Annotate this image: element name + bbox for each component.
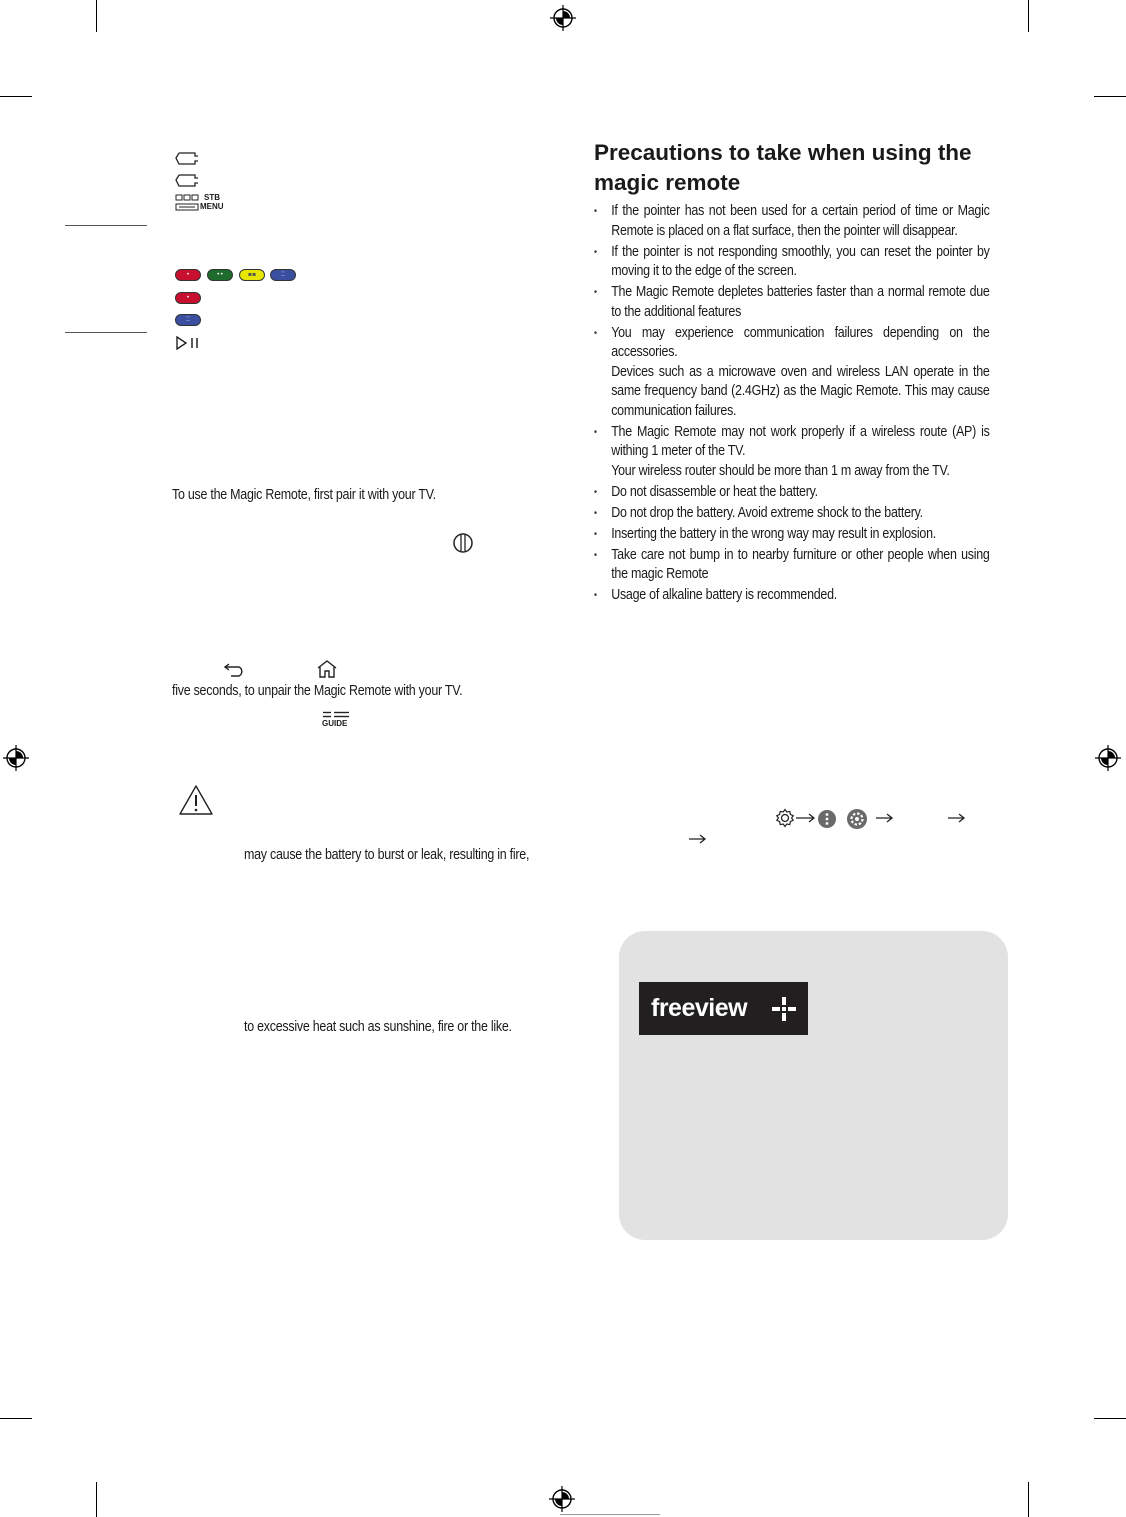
settings-icon bbox=[775, 808, 795, 828]
input-icon bbox=[175, 152, 199, 166]
section-rule bbox=[65, 332, 147, 333]
list-item bbox=[594, 586, 990, 606]
stb-menu-icon bbox=[175, 194, 230, 214]
list-item-text: Take care not bump in to nearby furniture or other people when using the magic Remote bbox=[611, 546, 990, 582]
list-item-note: Devices such as a microwave oven and wireless LAN operate in the same frequency band (2.4GHz) as the Magic Remote. This may cause communication failures. bbox=[611, 363, 990, 419]
crop-mark bbox=[96, 1482, 97, 1517]
home-icon bbox=[316, 659, 338, 679]
list-item-text: The Magic Remote may not work properly if a wireless route (AP) is withing 1 meter of the TV. bbox=[611, 423, 990, 459]
guide-label: GUIDE bbox=[322, 719, 348, 728]
arrow-icon bbox=[795, 812, 817, 824]
list-item-note: Your wireless router should be more than 1 m away from the TV. bbox=[611, 462, 950, 479]
power-icon bbox=[452, 532, 474, 554]
gear-icon bbox=[846, 808, 868, 830]
blue-key-icon: ⁚⁚ bbox=[270, 269, 296, 281]
crop-mark bbox=[1094, 1418, 1126, 1419]
precautions-title: Precautions to take when using the magic remote bbox=[594, 140, 972, 195]
crop-mark bbox=[1028, 1482, 1029, 1517]
crop-mark bbox=[96, 0, 97, 32]
more-icon bbox=[817, 809, 837, 829]
color-keys-icon bbox=[175, 269, 297, 283]
list-item-text: Usage of alkaline battery is recommended. bbox=[611, 587, 837, 603]
back-icon bbox=[223, 661, 247, 677]
list-item-text: Do not drop the battery. Avoid extreme shock to the battery. bbox=[611, 504, 923, 521]
crop-mark bbox=[0, 96, 32, 97]
list-item bbox=[594, 243, 990, 282]
freeview-logo-text: freeview bbox=[651, 994, 748, 1022]
battery-burst-warning: may cause the battery to burst or leak, resulting in fire, bbox=[244, 847, 530, 863]
unpair-instruction: five seconds, to unpair the Magic Remote with your TV. bbox=[172, 683, 463, 699]
list-item-text: If the pointer has not been used for a certain period of time or Magic Remote is placed on a flat surface, then the pointer will disappear. bbox=[611, 203, 990, 239]
menu-label: MENU bbox=[200, 202, 224, 211]
stb-label: STB bbox=[204, 193, 220, 202]
registration-mark-icon bbox=[1095, 745, 1121, 771]
list-item bbox=[594, 283, 990, 322]
list-item-text: The Magic Remote depletes batteries faster than a normal remote due to the additional features bbox=[611, 284, 990, 320]
grid-icon bbox=[175, 194, 200, 212]
list-item bbox=[594, 525, 990, 545]
list-item bbox=[594, 483, 990, 503]
arrow-icon bbox=[688, 833, 708, 845]
freeview-plus-icon bbox=[771, 996, 797, 1022]
pair-instruction: To use the Magic Remote, first pair it with your TV. bbox=[172, 487, 436, 503]
red-key-icon: • bbox=[175, 269, 201, 281]
crop-mark bbox=[1094, 96, 1126, 97]
list-item-text: Inserting the battery in the wrong way may result in explosion. bbox=[611, 525, 936, 542]
crop-mark bbox=[560, 1514, 660, 1515]
play-pause-icon bbox=[175, 336, 201, 350]
registration-mark-icon bbox=[550, 5, 576, 31]
precautions-list bbox=[594, 202, 990, 607]
list-item-text: You may experience communication failures depending on the accessories. bbox=[611, 324, 990, 360]
arrow-icon bbox=[947, 812, 967, 824]
arrow-icon bbox=[875, 812, 895, 824]
warning-icon bbox=[178, 784, 214, 816]
green-key-icon: •• bbox=[207, 269, 233, 281]
registration-mark-icon bbox=[549, 1486, 575, 1512]
crop-mark bbox=[1028, 0, 1029, 32]
crop-mark bbox=[0, 1418, 32, 1419]
input-icon bbox=[175, 174, 199, 188]
guide-lines-icon bbox=[322, 711, 350, 719]
blue-key-icon: ⁚⁚ bbox=[175, 314, 201, 326]
list-item bbox=[594, 546, 990, 585]
freeview-logo bbox=[639, 982, 808, 1035]
red-key-icon: • bbox=[175, 292, 201, 304]
registration-mark-icon bbox=[3, 745, 29, 771]
list-item-text: If the pointer is not responding smoothly, you can reset the pointer by moving it to the edge of the screen. bbox=[611, 243, 990, 279]
list-item bbox=[594, 324, 990, 422]
list-item bbox=[594, 202, 990, 241]
battery-heat-warning: to excessive heat such as sunshine, fire or the like. bbox=[244, 1019, 512, 1035]
section-rule bbox=[65, 225, 147, 226]
list-item-text: Do not disassemble or heat the battery. bbox=[611, 483, 818, 500]
list-item bbox=[594, 504, 990, 524]
list-item bbox=[594, 423, 990, 482]
guide-icon bbox=[322, 711, 352, 729]
freeview-panel bbox=[619, 931, 1008, 1240]
yellow-key-icon: ▪▪ bbox=[239, 269, 265, 281]
